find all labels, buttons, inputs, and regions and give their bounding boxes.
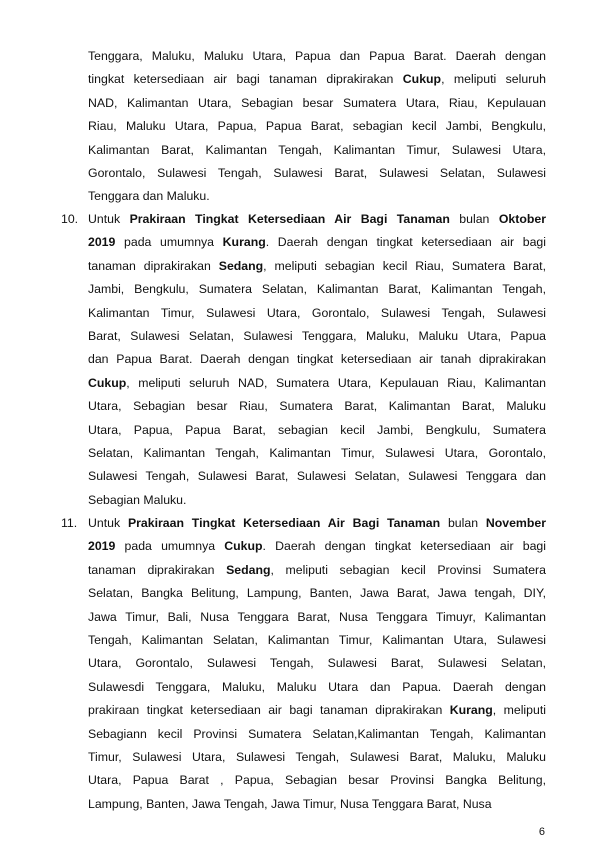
text-line [88, 609, 546, 625]
bold-text: 2019 [88, 539, 116, 554]
text-run: tanaman diprakirakan [88, 562, 227, 577]
text-run: Utara, Gorontalo, Sulawesi Tengah, Sulawesi Barat, Sulawesi Selatan, [88, 656, 546, 671]
bold-text: 2019 [88, 235, 116, 250]
bold-text: Sedang [226, 562, 271, 577]
text-run: Sebagiann kecil Provinsi Sumatera Selatan,Kalimantan Tengah, Kalimantan [88, 726, 546, 741]
text-line [88, 281, 546, 297]
text-line [88, 165, 546, 181]
text-run: , meliputi seluruh NAD, Sumatera Utara, Kepulauan Riau, Kalimantan [126, 375, 546, 390]
text-line [88, 375, 546, 391]
text-run: , meliputi sebagian kecil Provinsi Sumatera [270, 562, 546, 577]
text-line [88, 328, 546, 344]
text-run: , meliputi [492, 703, 546, 718]
text-run: tanaman diprakirakan [88, 258, 219, 273]
text-run: Kalimantan Barat, Kalimantan Tengah, Kalimantan Timur, Sulawesi Utara, [88, 142, 546, 157]
page-number: 6 [538, 826, 545, 838]
text-run: Timur, Sulawesi Utara, Sulawesi Tengah, Sulawesi Barat, Maluku, Maluku [88, 750, 546, 764]
text-line [88, 726, 546, 742]
text-run: Barat, Sulawesi Selatan, Sulawesi Tenggara, Maluku, Maluku Utara, Papua [88, 329, 546, 343]
bold-text: Kurang [449, 703, 493, 718]
text-run: prakiraan tingkat ketersediaan air bagi tanaman diprakirakan [88, 703, 450, 718]
text-run: Tenggara dan Maluku. [88, 189, 210, 204]
text-line [88, 422, 546, 438]
text-run: dan Papua Barat. Daerah dengan tingkat ketersediaan air tanah diprakirakan [88, 352, 546, 367]
text-line [88, 515, 546, 531]
text-line [88, 398, 546, 414]
text-run: Sulawesdi Tenggara, Maluku, Maluku Utara dan Papua. Daerah dengan [88, 679, 546, 694]
text-run: Sulawesi Tengah, Sulawesi Barat, Sulawesi Selatan, Sulawesi Tenggara dan [88, 469, 546, 484]
text-line [88, 305, 546, 321]
text-run: pada umumnya [115, 539, 225, 554]
text-line [88, 655, 546, 671]
text-run: . Daerah dengan tingkat ketersediaan air bagi [262, 539, 546, 554]
bold-text: Prakiraan Tingkat Ketersediaan Air Bagi Tanaman [127, 516, 441, 530]
text-run: Jawa Timur, Bali, Nusa Tenggara Barat, Nusa Tenggara Timuyr, Kalimantan [88, 609, 546, 624]
bold-text: Sedang [218, 258, 264, 273]
text-run: NAD, Kalimantan Utara, Sebagian besar Sumatera Utara, Riau, Kepulauan [88, 95, 546, 110]
text-run: , meliputi seluruh [441, 72, 546, 87]
text-run: Untuk [88, 516, 128, 530]
text-line [88, 749, 546, 765]
text-run: Jambi, Bengkulu, Sumatera Selatan, Kalimantan Barat, Kalimantan Tengah, [88, 282, 546, 297]
text-run: bulan [449, 212, 499, 226]
text-line [88, 48, 546, 64]
text-line [88, 95, 546, 111]
text-line [88, 702, 546, 718]
bold-text: Cukup [402, 72, 442, 87]
text-line [88, 71, 546, 87]
text-line [88, 562, 546, 578]
text-run: Kalimantan Timur, Sulawesi Utara, Gorontalo, Sulawesi Tengah, Sulawesi [88, 305, 546, 320]
text-line [88, 796, 546, 812]
text-run: Gorontalo, Sulawesi Tengah, Sulawesi Barat, Sulawesi Selatan, Sulawesi [88, 166, 546, 180]
text-line [88, 351, 546, 367]
text-line [88, 585, 546, 601]
text-run: Tenggara, Maluku, Maluku Utara, Papua dan Papua Barat. Daerah dengan [88, 49, 546, 63]
text-line [88, 118, 546, 134]
text-run: Untuk [88, 212, 130, 226]
text-run: Tengah, Kalimantan Selatan, Kalimantan Timur, Kalimantan Utara, Sulawesi [88, 633, 546, 647]
text-line [88, 772, 546, 788]
text-run: Sebagian Maluku. [88, 492, 187, 507]
text-line [88, 234, 546, 250]
text-run: pada umumnya [115, 235, 223, 250]
text-line [88, 211, 546, 227]
text-run: Riau, Maluku Utara, Papua, Papua Barat, sebagian kecil Jambi, Bengkulu, [88, 119, 546, 134]
text-line [88, 492, 546, 508]
text-run: Selatan, Bangka Belitung, Lampung, Banten, Jawa Barat, Jawa tengah, DIY, [88, 586, 546, 601]
list-number-11: 11. [61, 516, 78, 530]
text-line [88, 445, 546, 461]
bold-text: Prakiraan Tingkat Ketersediaan Air Bagi Tanaman [129, 212, 450, 226]
text-line [88, 142, 546, 158]
text-line [88, 188, 546, 204]
text-run: . Daerah dengan tingkat ketersediaan air bagi [265, 235, 546, 250]
text-line [88, 632, 546, 648]
text-line [88, 468, 546, 484]
bold-text: Cukup [224, 539, 263, 554]
text-line [88, 538, 546, 554]
text-run: Selatan, Kalimantan Tengah, Kalimantan Timur, Sulawesi Utara, Gorontalo, [88, 446, 546, 460]
text-run: tingkat ketersediaan air bagi tanaman diprakirakan [88, 72, 403, 87]
bold-text: Cukup [88, 375, 127, 390]
bold-text: Kurang [222, 235, 266, 250]
text-run: Utara, Papua Barat , Papua, Sebagian besar Provinsi Bangka Belitung, [88, 773, 546, 788]
bold-text: November [485, 516, 546, 530]
text-run: Lampung, Banten, Jawa Tengah, Jawa Timur, Nusa Tenggara Barat, Nusa [88, 796, 492, 811]
text-run: Utara, Sebagian besar Riau, Sumatera Barat, Kalimantan Barat, Maluku [88, 399, 546, 414]
bold-text: Oktober [498, 212, 546, 226]
list-number-10: 10. [61, 212, 79, 226]
text-run: Utara, Papua, Papua Barat, sebagian kecil Jambi, Bengkulu, Sumatera [88, 422, 546, 437]
text-run: , meliputi sebagian kecil Riau, Sumatera Barat, [263, 258, 546, 273]
text-line [88, 679, 546, 695]
text-line [88, 258, 546, 274]
text-run: bulan [440, 516, 486, 530]
